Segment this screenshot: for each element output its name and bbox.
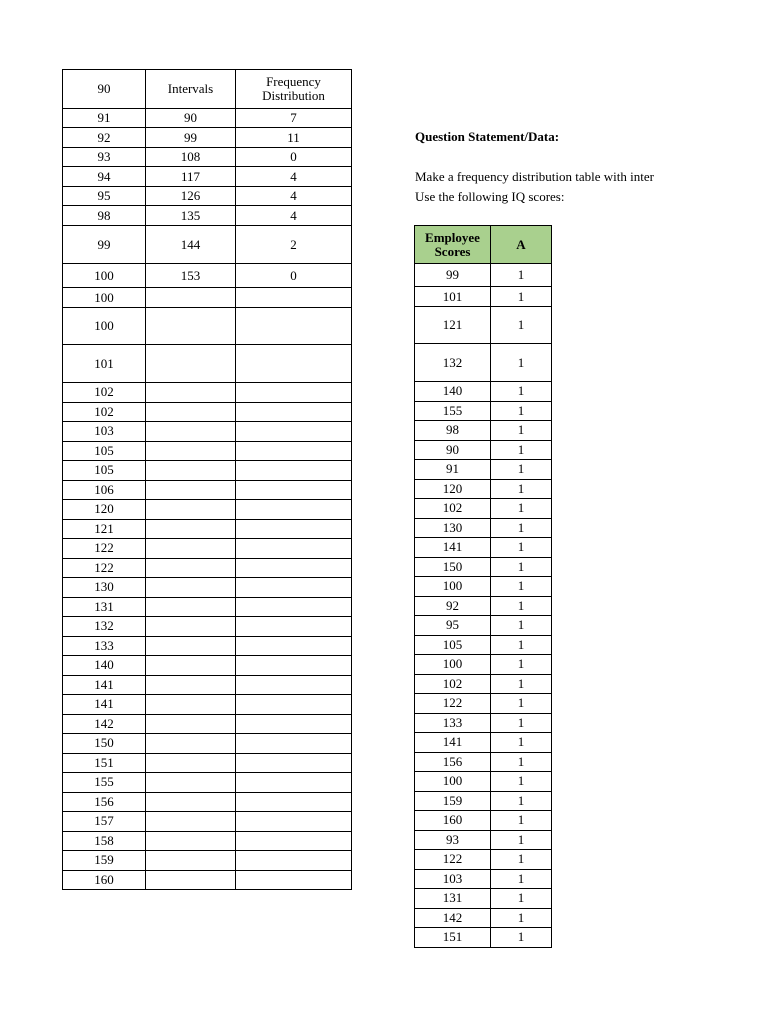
interval-cell[interactable] — [146, 773, 236, 793]
frequency-cell[interactable] — [236, 870, 352, 890]
score-cell[interactable]: 157 — [63, 812, 146, 832]
employee-score-cell[interactable]: 93 — [415, 830, 491, 850]
interval-cell[interactable] — [146, 539, 236, 559]
table-row — [415, 460, 552, 480]
table-row — [63, 480, 352, 500]
table-row — [415, 674, 552, 694]
count-cell[interactable]: 1 — [491, 752, 552, 772]
frequency-cell[interactable] — [236, 578, 352, 598]
frequency-cell[interactable] — [236, 773, 352, 793]
frequency-cell[interactable] — [236, 422, 352, 442]
count-cell[interactable]: 1 — [491, 557, 552, 577]
table-row — [415, 287, 552, 307]
table-row — [415, 635, 552, 655]
employee-score-cell[interactable]: 140 — [415, 382, 491, 402]
frequency-cell[interactable] — [236, 851, 352, 871]
interval-cell[interactable]: 153 — [146, 264, 236, 288]
score-cell[interactable]: 122 — [63, 558, 146, 578]
table-row — [63, 422, 352, 442]
count-cell[interactable]: 1 — [491, 499, 552, 519]
frequency-cell[interactable] — [236, 753, 352, 773]
table-row — [415, 694, 552, 714]
score-cell[interactable]: 94 — [63, 167, 146, 187]
score-cell[interactable]: 155 — [63, 773, 146, 793]
table-row — [415, 850, 552, 870]
count-cell[interactable]: 1 — [491, 264, 552, 287]
table-row — [415, 538, 552, 558]
frequency-table — [62, 69, 352, 890]
count-cell[interactable]: 1 — [491, 616, 552, 636]
interval-cell[interactable] — [146, 519, 236, 539]
count-cell[interactable]: 1 — [491, 538, 552, 558]
interval-cell[interactable]: 144 — [146, 226, 236, 264]
count-cell[interactable]: 1 — [491, 287, 552, 307]
table-row — [415, 772, 552, 792]
table-row — [63, 870, 352, 890]
score-cell[interactable]: 102 — [63, 402, 146, 422]
header-cell-intervals[interactable]: Intervals — [146, 70, 236, 109]
employee-score-cell[interactable]: 100 — [415, 577, 491, 597]
employee-score-cell[interactable]: 102 — [415, 674, 491, 694]
table-row — [63, 558, 352, 578]
interval-cell[interactable]: 108 — [146, 148, 236, 167]
count-cell[interactable]: 1 — [491, 674, 552, 694]
question-data-intro: Use the following IQ scores: — [415, 189, 565, 204]
interval-cell[interactable] — [146, 422, 236, 442]
table-row — [63, 288, 352, 308]
question-title: Question Statement/Data: — [415, 129, 560, 144]
employee-score-cell[interactable]: 133 — [415, 713, 491, 733]
employee-score-cell[interactable]: 160 — [415, 811, 491, 831]
count-cell[interactable]: 1 — [491, 869, 552, 889]
score-cell[interactable]: 98 — [63, 206, 146, 226]
frequency-table-header-row — [63, 70, 352, 109]
frequency-cell[interactable]: 0 — [236, 264, 352, 288]
frequency-cell[interactable] — [236, 695, 352, 715]
employee-score-cell[interactable]: 141 — [415, 538, 491, 558]
frequency-cell[interactable] — [236, 441, 352, 461]
score-cell[interactable]: 130 — [63, 578, 146, 598]
frequency-cell[interactable] — [236, 636, 352, 656]
table-row — [63, 226, 352, 264]
score-cell[interactable]: 106 — [63, 480, 146, 500]
count-cell[interactable]: 1 — [491, 850, 552, 870]
table-row — [415, 421, 552, 441]
count-cell[interactable]: 1 — [491, 830, 552, 850]
table-row — [415, 307, 552, 344]
score-cell[interactable]: 101 — [63, 345, 146, 383]
count-cell[interactable]: 1 — [491, 596, 552, 616]
employee-score-cell[interactable]: 91 — [415, 460, 491, 480]
interval-cell[interactable] — [146, 345, 236, 383]
score-cell[interactable]: 141 — [63, 695, 146, 715]
interval-cell[interactable] — [146, 441, 236, 461]
count-cell[interactable]: 1 — [491, 772, 552, 792]
table-row — [63, 597, 352, 617]
table-row — [63, 206, 352, 226]
table-row — [63, 345, 352, 383]
table-row — [415, 752, 552, 772]
count-cell[interactable]: 1 — [491, 382, 552, 402]
table-row — [415, 479, 552, 499]
employee-score-cell[interactable]: 120 — [415, 479, 491, 499]
interval-cell[interactable] — [146, 480, 236, 500]
header-cell-score[interactable]: 90 — [63, 70, 146, 109]
employee-score-cell[interactable]: 122 — [415, 694, 491, 714]
table-row — [415, 928, 552, 948]
score-cell[interactable]: 120 — [63, 500, 146, 520]
employee-score-cell[interactable]: 141 — [415, 733, 491, 753]
frequency-cell[interactable]: 4 — [236, 167, 352, 187]
employee-score-cell[interactable]: 100 — [415, 772, 491, 792]
table-row — [63, 851, 352, 871]
table-row — [63, 792, 352, 812]
employee-score-cell[interactable]: 95 — [415, 616, 491, 636]
count-cell[interactable]: 1 — [491, 401, 552, 421]
interval-cell[interactable] — [146, 308, 236, 345]
table-row — [415, 344, 552, 382]
table-row — [415, 264, 552, 287]
employee-score-cell[interactable]: 121 — [415, 307, 491, 344]
table-row — [415, 499, 552, 519]
frequency-cell[interactable] — [236, 558, 352, 578]
score-cell[interactable]: 105 — [63, 441, 146, 461]
count-cell[interactable]: 1 — [491, 908, 552, 928]
interval-cell[interactable] — [146, 675, 236, 695]
interval-cell[interactable] — [146, 714, 236, 734]
score-cell[interactable]: 160 — [63, 870, 146, 890]
table-row — [415, 596, 552, 616]
interval-cell[interactable] — [146, 636, 236, 656]
interval-cell[interactable] — [146, 734, 236, 754]
question-instruction: Make a frequency distribution table with inter — [415, 169, 654, 184]
table-row — [415, 908, 552, 928]
interval-cell[interactable] — [146, 753, 236, 773]
table-row — [415, 811, 552, 831]
interval-cell[interactable]: 99 — [146, 128, 236, 148]
table-row — [63, 578, 352, 598]
employee-score-cell[interactable]: 101 — [415, 287, 491, 307]
table-row — [415, 830, 552, 850]
table-row — [415, 382, 552, 402]
table-row — [415, 440, 552, 460]
interval-cell[interactable] — [146, 402, 236, 422]
interval-cell[interactable] — [146, 851, 236, 871]
header-cell-a[interactable]: A — [491, 226, 552, 264]
frequency-cell[interactable] — [236, 500, 352, 520]
header-cell-employee-scores[interactable]: Employee Scores — [415, 226, 491, 264]
employee-score-cell[interactable]: 99 — [415, 264, 491, 287]
interval-cell[interactable] — [146, 870, 236, 890]
interval-cell[interactable]: 135 — [146, 206, 236, 226]
table-row — [63, 617, 352, 637]
table-row — [63, 264, 352, 288]
table-row — [415, 616, 552, 636]
frequency-cell[interactable] — [236, 539, 352, 559]
score-cell[interactable]: 131 — [63, 597, 146, 617]
table-row — [415, 401, 552, 421]
frequency-cell[interactable] — [236, 714, 352, 734]
table-row — [63, 539, 352, 559]
frequency-cell[interactable]: 4 — [236, 187, 352, 206]
count-cell[interactable]: 1 — [491, 440, 552, 460]
employee-score-cell[interactable]: 130 — [415, 518, 491, 538]
score-cell[interactable]: 99 — [63, 226, 146, 264]
frequency-cell[interactable]: 0 — [236, 148, 352, 167]
table-row — [63, 109, 352, 128]
employee-score-cell[interactable]: 103 — [415, 869, 491, 889]
employee-score-cell[interactable]: 151 — [415, 928, 491, 948]
frequency-cell[interactable] — [236, 734, 352, 754]
interval-cell[interactable] — [146, 617, 236, 637]
employee-score-cell[interactable]: 105 — [415, 635, 491, 655]
employee-score-cell[interactable]: 102 — [415, 499, 491, 519]
employee-score-cell[interactable]: 156 — [415, 752, 491, 772]
score-cell[interactable]: 121 — [63, 519, 146, 539]
score-cell[interactable]: 159 — [63, 851, 146, 871]
table-row — [63, 148, 352, 167]
employee-score-cell[interactable]: 100 — [415, 655, 491, 675]
table-row — [415, 557, 552, 577]
count-cell[interactable]: 1 — [491, 928, 552, 948]
table-row — [63, 831, 352, 851]
score-cell[interactable]: 151 — [63, 753, 146, 773]
table-row — [63, 187, 352, 206]
frequency-cell[interactable] — [236, 402, 352, 422]
interval-cell[interactable]: 126 — [146, 187, 236, 206]
interval-cell[interactable] — [146, 792, 236, 812]
frequency-cell[interactable]: 11 — [236, 128, 352, 148]
score-cell[interactable]: 122 — [63, 539, 146, 559]
table-row — [63, 167, 352, 187]
table-row — [63, 812, 352, 832]
count-cell[interactable]: 1 — [491, 479, 552, 499]
score-cell[interactable]: 141 — [63, 675, 146, 695]
count-cell[interactable]: 1 — [491, 460, 552, 480]
frequency-cell[interactable] — [236, 617, 352, 637]
frequency-cell[interactable] — [236, 812, 352, 832]
frequency-cell[interactable] — [236, 519, 352, 539]
table-row — [63, 714, 352, 734]
count-cell[interactable]: 1 — [491, 889, 552, 909]
score-cell[interactable]: 156 — [63, 792, 146, 812]
interval-cell[interactable] — [146, 461, 236, 481]
frequency-cell[interactable]: 2 — [236, 226, 352, 264]
table-row — [415, 889, 552, 909]
table-row — [415, 655, 552, 675]
count-cell[interactable]: 1 — [491, 694, 552, 714]
interval-cell[interactable] — [146, 597, 236, 617]
employee-scores-table — [414, 225, 552, 948]
table-row — [63, 636, 352, 656]
employee-score-cell[interactable]: 132 — [415, 344, 491, 382]
frequency-cell[interactable] — [236, 288, 352, 308]
frequency-cell[interactable] — [236, 675, 352, 695]
score-cell[interactable]: 92 — [63, 128, 146, 148]
table-row — [63, 656, 352, 676]
table-row — [63, 695, 352, 715]
employee-score-cell[interactable]: 122 — [415, 850, 491, 870]
frequency-cell[interactable]: 4 — [236, 206, 352, 226]
employee-score-cell[interactable]: 92 — [415, 596, 491, 616]
score-cell[interactable]: 100 — [63, 308, 146, 345]
employee-score-cell[interactable]: 90 — [415, 440, 491, 460]
table-row — [63, 308, 352, 345]
table-row — [63, 500, 352, 520]
count-cell[interactable]: 1 — [491, 713, 552, 733]
employee-score-cell[interactable]: 131 — [415, 889, 491, 909]
frequency-cell[interactable] — [236, 792, 352, 812]
table-row — [415, 869, 552, 889]
frequency-cell[interactable] — [236, 383, 352, 403]
table-row — [63, 441, 352, 461]
frequency-cell[interactable] — [236, 308, 352, 345]
count-cell[interactable]: 1 — [491, 577, 552, 597]
frequency-cell[interactable]: 7 — [236, 109, 352, 128]
table-row — [63, 461, 352, 481]
table-row — [63, 402, 352, 422]
score-cell[interactable]: 100 — [63, 288, 146, 308]
table-row — [415, 791, 552, 811]
table-row — [63, 128, 352, 148]
count-cell[interactable]: 1 — [491, 655, 552, 675]
employee-scores-header-row — [415, 226, 552, 264]
table-row — [63, 773, 352, 793]
interval-cell[interactable]: 90 — [146, 109, 236, 128]
frequency-cell[interactable] — [236, 480, 352, 500]
score-cell[interactable]: 142 — [63, 714, 146, 734]
count-cell[interactable]: 1 — [491, 791, 552, 811]
interval-cell[interactable] — [146, 383, 236, 403]
interval-cell[interactable] — [146, 288, 236, 308]
count-cell[interactable]: 1 — [491, 635, 552, 655]
employee-score-cell[interactable]: 155 — [415, 401, 491, 421]
interval-cell[interactable] — [146, 656, 236, 676]
score-cell[interactable]: 140 — [63, 656, 146, 676]
count-cell[interactable]: 1 — [491, 811, 552, 831]
table-row — [415, 713, 552, 733]
table-row — [63, 675, 352, 695]
frequency-cell[interactable] — [236, 831, 352, 851]
table-row — [63, 519, 352, 539]
interval-cell[interactable] — [146, 831, 236, 851]
count-cell[interactable]: 1 — [491, 307, 552, 344]
table-row — [415, 518, 552, 538]
interval-cell[interactable] — [146, 695, 236, 715]
score-cell[interactable]: 132 — [63, 617, 146, 637]
score-cell[interactable]: 103 — [63, 422, 146, 442]
count-cell[interactable]: 1 — [491, 733, 552, 753]
interval-cell[interactable] — [146, 558, 236, 578]
score-cell[interactable]: 91 — [63, 109, 146, 128]
interval-cell[interactable]: 117 — [146, 167, 236, 187]
frequency-cell[interactable] — [236, 597, 352, 617]
employee-score-cell[interactable]: 142 — [415, 908, 491, 928]
table-row — [63, 383, 352, 403]
score-cell[interactable]: 105 — [63, 461, 146, 481]
interval-cell[interactable] — [146, 578, 236, 598]
employee-score-cell[interactable]: 150 — [415, 557, 491, 577]
table-row — [415, 577, 552, 597]
count-cell[interactable]: 1 — [491, 344, 552, 382]
score-cell[interactable]: 158 — [63, 831, 146, 851]
table-row — [415, 733, 552, 753]
count-cell[interactable]: 1 — [491, 518, 552, 538]
employee-score-cell[interactable]: 98 — [415, 421, 491, 441]
interval-cell[interactable] — [146, 812, 236, 832]
score-cell[interactable]: 102 — [63, 383, 146, 403]
interval-cell[interactable] — [146, 500, 236, 520]
header-cell-frequency[interactable]: Frequency Distribution — [236, 70, 352, 109]
employee-score-cell[interactable]: 159 — [415, 791, 491, 811]
count-cell[interactable]: 1 — [491, 421, 552, 441]
table-row — [63, 734, 352, 754]
score-cell[interactable]: 133 — [63, 636, 146, 656]
frequency-cell[interactable] — [236, 656, 352, 676]
frequency-cell[interactable] — [236, 461, 352, 481]
frequency-cell[interactable] — [236, 345, 352, 383]
table-row — [63, 753, 352, 773]
score-cell[interactable]: 95 — [63, 187, 146, 206]
score-cell[interactable]: 100 — [63, 264, 146, 288]
score-cell[interactable]: 93 — [63, 148, 146, 167]
score-cell[interactable]: 150 — [63, 734, 146, 754]
